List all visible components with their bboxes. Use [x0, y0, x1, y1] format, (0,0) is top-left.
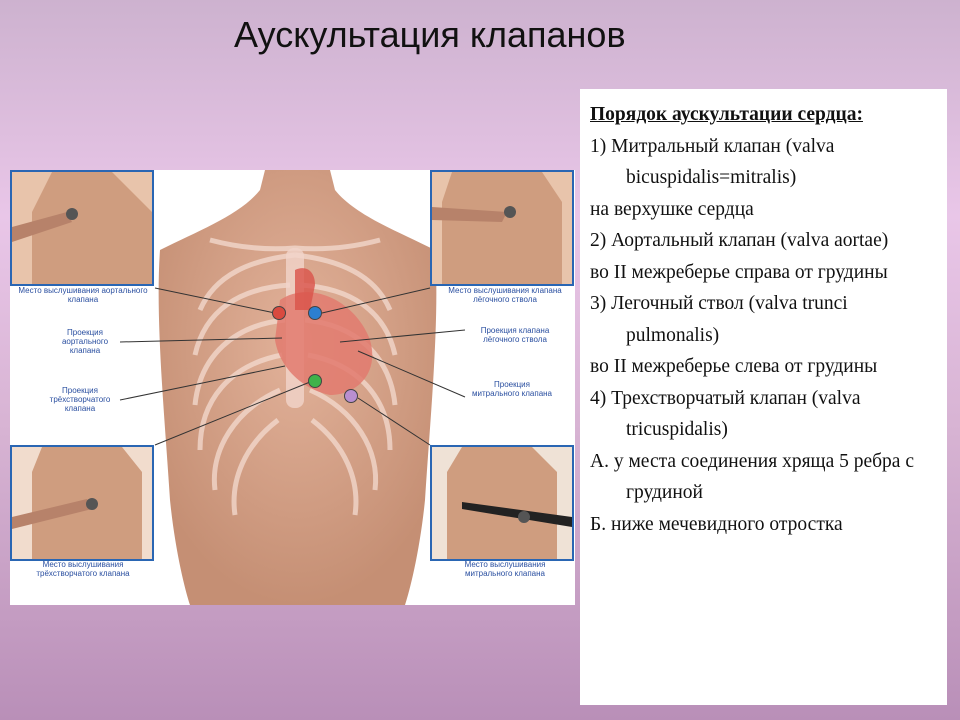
line-mitral-location: на верхушке сердца [590, 198, 754, 220]
annotation-pulmonary-projection: Проекция клапана лёгочного ствола [480, 326, 550, 344]
pulmonary-valve-marker [308, 306, 322, 320]
line-tricuspid-valve: 4) Трехстворчатый клапан (valva tricuspidalis) [590, 387, 861, 440]
line-tricuspid-location-a: А. у места соединения хряща 5 ребра с грудиной [590, 450, 914, 503]
annotation-tricuspid-projection: Проекция трёхстворчатого клапана [49, 386, 111, 413]
slide-title: Аускультация клапанов [234, 14, 626, 55]
line-aortic-location: во II межреберье справа от грудины [590, 261, 888, 283]
caption-tricuspid-listening: Место выслушивания трёхстворчатого клапана [36, 560, 130, 578]
photo-mitral-listening [430, 445, 574, 561]
caption-mitral-listening: Место выслушивания митрального клапана [464, 560, 546, 578]
mitral-valve-marker [344, 389, 358, 403]
caption-aortic-listening: Место выслушивания аортального клапана [18, 286, 148, 304]
line-pulmonary-location: во II межреберье слева от грудины [590, 356, 878, 377]
line-pulmonary-trunk: 3) Легочный ствол (valva trunci pulmonalis) [590, 293, 848, 346]
photo-tricuspid-listening [10, 445, 154, 561]
textbox-heading: Порядок аускультации сердца: [590, 104, 863, 125]
line-mitral-valve: 1) Митральный клапан (valva bicuspidalis=mitralis) [590, 135, 835, 188]
line-aortic-valve: 2) Аортальный клапан (valva aortae) [590, 230, 889, 251]
annotation-aortic-projection: Проекция аортального клапана [61, 328, 109, 355]
photo-aortic-listening [10, 170, 154, 286]
annotation-mitral-projection: Проекция митрального клапана [472, 380, 553, 398]
photo-pulmonary-listening [430, 170, 574, 286]
aortic-valve-marker [272, 306, 286, 320]
auscultation-order-textbox [580, 89, 947, 705]
tricuspid-valve-marker [308, 374, 322, 388]
auscultation-figure [10, 170, 575, 605]
line-tricuspid-location-b: Б. ниже мечевидного отростка [590, 513, 843, 535]
caption-pulmonary-listening: Место выслушивания клапана лёгочного ствола [448, 286, 562, 304]
